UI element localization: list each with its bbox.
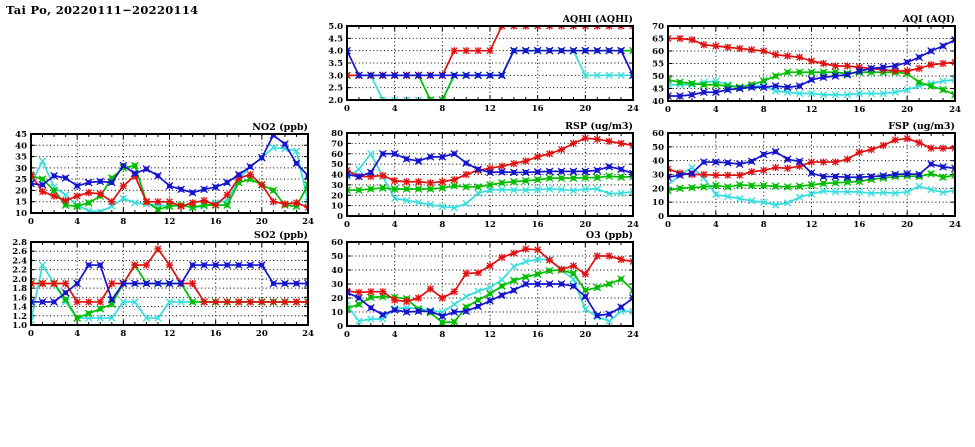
y-tick-label: 25 [15, 175, 27, 186]
y-tick-label: 5.0 [328, 22, 343, 32]
x-tick-label: 0 [28, 329, 34, 339]
y-tick-label: 40 [652, 156, 664, 167]
series-green-line [668, 72, 955, 95]
y-tick-label: 15 [15, 197, 27, 208]
axis-labels [12, 230, 314, 339]
y-tick-label: 60 [331, 238, 343, 248]
chart-so2 [12, 230, 314, 339]
x-tick-label: 16 [531, 104, 544, 114]
y-tick-label: 65 [652, 34, 664, 45]
y-tick-label: 2.0 [328, 96, 343, 106]
x-tick-label: 0 [344, 220, 350, 230]
y-tick-label: 20 [652, 184, 664, 195]
chart-title: AQI (AQI) [902, 14, 955, 25]
y-tick-label: 10 [331, 308, 343, 318]
y-tick-label: 40 [15, 141, 27, 152]
chart-title: SO2 (ppb) [254, 230, 308, 241]
x-tick-label: 4 [712, 105, 719, 115]
x-tick-label: 24 [302, 329, 314, 339]
y-tick-label: 1.4 [12, 302, 27, 313]
page-title: Tai Po, 20220111−20220114 [6, 3, 199, 17]
x-tick-label: 20 [901, 105, 914, 115]
series-cyan [28, 262, 311, 324]
x-tick-label: 8 [439, 104, 446, 114]
grid [348, 27, 632, 99]
y-tick-label: 10 [652, 198, 664, 209]
x-tick-label: 20 [255, 329, 268, 339]
y-tick-label: 80 [331, 129, 343, 139]
chart-o3 [331, 230, 639, 340]
x-tick-label: 4 [74, 217, 81, 227]
x-tick-label: 0 [665, 220, 671, 230]
x-tick-label: 20 [579, 330, 592, 340]
y-tick-label: 1.2 [12, 311, 27, 322]
x-tick-label: 12 [163, 329, 176, 339]
y-tick-label: 2.8 [12, 238, 27, 248]
y-tick-label: 35 [15, 152, 27, 163]
y-tick-label: 30 [331, 180, 343, 191]
y-tick-label: 60 [331, 149, 343, 160]
y-tick-label: 50 [652, 72, 664, 82]
x-tick-label: 16 [209, 329, 222, 339]
y-tick-label: 30 [331, 280, 343, 290]
y-tick-label: 60 [652, 47, 664, 57]
x-tick-label: 8 [439, 330, 446, 340]
x-tick-label: 4 [391, 104, 398, 114]
y-tick-label: 50 [331, 160, 343, 171]
chart-title: FSP (ug/m3) [888, 121, 955, 132]
series-red-line [668, 139, 955, 176]
chart-fsp [652, 121, 961, 230]
series-red-line [668, 39, 955, 72]
y-tick-label: 20 [331, 191, 343, 202]
chart-title: O3 (ppb) [585, 230, 633, 241]
x-tick-label: 4 [74, 329, 81, 339]
y-tick-label: 2.6 [12, 247, 27, 258]
y-tick-label: 3.0 [328, 71, 343, 82]
x-tick-label: 24 [949, 105, 961, 115]
x-tick-label: 24 [627, 330, 639, 340]
y-tick-label: 0 [337, 322, 343, 332]
y-tick-label: 50 [652, 142, 664, 153]
y-tick-label: 1.0 [12, 321, 27, 331]
y-tick-label: 55 [652, 59, 664, 70]
y-tick-label: 45 [652, 84, 664, 95]
x-tick-label: 20 [901, 220, 914, 230]
y-tick-label: 70 [331, 139, 343, 150]
x-tick-label: 12 [805, 105, 818, 115]
chart-title: NO2 (ppb) [252, 122, 308, 133]
x-tick-label: 20 [255, 217, 268, 227]
x-tick-label: 20 [579, 104, 592, 114]
y-tick-label: 45 [15, 130, 27, 140]
y-tick-label: 4.0 [328, 46, 343, 57]
x-tick-label: 8 [760, 220, 767, 230]
chart-title: RSP (ug/m3) [565, 121, 633, 132]
x-tick-label: 16 [209, 217, 222, 227]
x-tick-label: 12 [163, 217, 176, 227]
y-tick-label: 10 [15, 209, 27, 219]
x-tick-label: 0 [344, 330, 350, 340]
series-red [343, 135, 636, 187]
x-tick-label: 16 [853, 220, 866, 230]
x-tick-label: 16 [853, 105, 866, 115]
chart-aqi [652, 14, 961, 115]
x-tick-label: 8 [120, 217, 127, 227]
x-tick-label: 12 [484, 330, 496, 340]
y-tick-label: 2.0 [12, 274, 27, 285]
y-tick-label: 3.5 [328, 59, 343, 69]
chart-aqhi [328, 14, 639, 114]
x-tick-label: 4 [712, 220, 719, 230]
x-tick-label: 0 [28, 217, 34, 227]
y-tick-label: 10 [331, 201, 343, 212]
chart-title: AQHI (AQHI) [562, 14, 633, 25]
x-tick-label: 24 [627, 104, 639, 114]
x-tick-label: 12 [805, 220, 818, 230]
x-tick-label: 8 [439, 220, 446, 230]
chart-no2 [15, 122, 314, 227]
y-tick-label: 70 [652, 22, 664, 32]
y-tick-label: 20 [15, 186, 27, 197]
y-tick-label: 4.5 [328, 34, 343, 45]
x-tick-label: 12 [484, 220, 496, 230]
y-tick-label: 30 [652, 170, 664, 181]
y-tick-label: 1.6 [12, 293, 27, 304]
y-tick-label: 20 [331, 294, 343, 304]
y-tick-label: 30 [15, 163, 27, 174]
x-tick-label: 20 [579, 220, 592, 230]
y-tick-label: 2.5 [328, 83, 343, 94]
chart-rsp [331, 121, 639, 230]
x-tick-label: 4 [391, 220, 398, 230]
y-tick-label: 0 [337, 212, 343, 222]
y-tick-label: 40 [331, 170, 343, 181]
x-tick-label: 8 [760, 105, 767, 115]
y-tick-label: 2.2 [12, 265, 27, 276]
x-tick-label: 24 [302, 217, 314, 227]
y-tick-label: 40 [652, 97, 664, 107]
y-tick-label: 50 [331, 252, 343, 262]
x-tick-label: 0 [344, 104, 350, 114]
axis-labels [331, 230, 639, 340]
y-tick-label: 60 [652, 129, 664, 139]
x-tick-label: 8 [120, 329, 127, 339]
series-red [664, 35, 958, 75]
x-tick-label: 4 [391, 330, 398, 340]
x-tick-label: 12 [484, 104, 496, 114]
y-tick-label: 0 [658, 212, 664, 222]
axis-labels [15, 122, 314, 227]
y-tick-label: 40 [331, 266, 343, 276]
x-tick-label: 0 [665, 105, 671, 115]
axis-labels [652, 14, 961, 115]
x-tick-label: 24 [949, 220, 961, 230]
x-tick-label: 16 [531, 220, 544, 230]
series-red-points [343, 135, 636, 187]
series-cyan-points [28, 262, 311, 324]
x-tick-label: 16 [531, 330, 544, 340]
x-tick-label: 24 [627, 220, 639, 230]
y-tick-label: 2.4 [12, 256, 27, 267]
y-tick-label: 1.8 [12, 284, 27, 295]
